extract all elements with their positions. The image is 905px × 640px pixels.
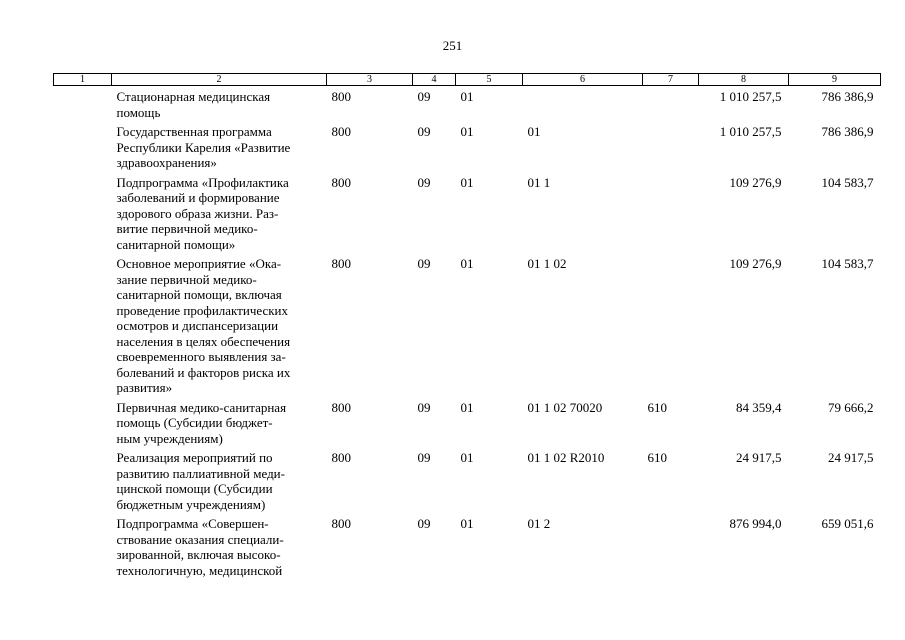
- cell-col-1: [54, 121, 112, 172]
- cell-col-1: [54, 447, 112, 513]
- cell-amount-2: 104 583,7: [821, 174, 874, 190]
- table-row: [54, 86, 881, 122]
- column-header-6: 6: [523, 74, 643, 86]
- cell-item-name: [112, 397, 327, 448]
- item-name-line: бюджетным учреждениям): [116, 496, 266, 512]
- cell-amount-1: 109 276,9: [729, 174, 782, 190]
- cell-amount-2: 786 386,9: [821, 124, 874, 139]
- cell-ministry-code: 800: [331, 89, 351, 104]
- cell-ministry-code: 800: [331, 450, 351, 465]
- item-name-line: помощь: [116, 104, 161, 120]
- cell-ministry-code: 800: [331, 516, 351, 531]
- cell-item-name: [112, 121, 327, 172]
- cell-amount-1: 1 010 257,5: [719, 124, 782, 139]
- cell-col-1: [54, 172, 112, 254]
- cell-amount-2: 786 386,9: [821, 89, 874, 104]
- item-name-line: развитию паллиативной меди-: [116, 465, 285, 481]
- cell-ministry-code: 800: [331, 399, 351, 415]
- cell-subsection: 01: [460, 450, 474, 465]
- item-name-line: Государственная программа: [116, 124, 272, 139]
- cell-ministry-code: 800: [331, 124, 351, 139]
- item-name-line: заболеваний и формирование: [116, 190, 280, 205]
- budget-table: [53, 73, 881, 579]
- item-name-line: помощь (Субсидии бюджет-: [116, 415, 273, 430]
- cell-item-name: [112, 86, 327, 122]
- cell-target-article: 01 1: [527, 174, 551, 190]
- cell-amount-1: 84 359,4: [736, 399, 782, 415]
- cell-section: 09: [417, 256, 431, 271]
- cell-amount-1: 109 276,9: [729, 256, 782, 271]
- cell-ministry-code: 800: [331, 174, 351, 190]
- cell-section: 09: [417, 174, 431, 190]
- item-name-line: развития»: [116, 380, 173, 395]
- cell-section: 09: [417, 450, 431, 465]
- item-name-line: здравоохранения»: [116, 155, 217, 170]
- cell-item-name: [112, 253, 327, 397]
- item-name-line: болеваний и факторов риска их: [116, 364, 291, 380]
- table-row: [54, 513, 881, 579]
- cell-section: 09: [417, 89, 431, 104]
- cell-target-article: 01 2: [527, 516, 551, 531]
- item-name-line: технологичную, медицинской: [116, 562, 283, 578]
- column-header-8: 8: [699, 74, 789, 86]
- cell-section: 09: [417, 516, 431, 531]
- cell-subsection: 01: [460, 256, 474, 271]
- table-row: [54, 172, 881, 254]
- item-name-line: своевременного выявления за-: [116, 349, 286, 364]
- cell-amount-1: 24 917,5: [736, 450, 782, 465]
- cell-col-1: [54, 513, 112, 579]
- item-name-line: здорового образа жизни. Раз-: [116, 205, 279, 221]
- cell-item-name: [112, 513, 327, 579]
- cell-expense-type: 610: [647, 399, 667, 415]
- column-number-header-row: [54, 74, 881, 86]
- item-name-line: Основное мероприятие «Ока-: [116, 256, 282, 271]
- cell-expense-type: 610: [647, 450, 667, 465]
- item-name-line: ствование оказания специали-: [116, 531, 284, 547]
- item-name-line: Республики Карелия «Развитие: [116, 139, 291, 155]
- column-header-9: 9: [789, 74, 881, 86]
- item-name-line: витие первичной медико-: [116, 221, 258, 236]
- item-name-line: населения в целях обеспечения: [116, 333, 291, 349]
- cell-col-1: [54, 397, 112, 448]
- table-row: [54, 253, 881, 397]
- cell-expense-type: [643, 253, 699, 397]
- column-header-7: 7: [643, 74, 699, 86]
- cell-col-1: [54, 86, 112, 122]
- cell-item-name: [112, 447, 327, 513]
- table-row: [54, 121, 881, 172]
- item-name-line: Первичная медико-санитарная: [116, 399, 287, 415]
- item-name-line: проведение профилактических: [116, 302, 288, 318]
- item-name-line: цинской помощи (Субсидии: [116, 481, 273, 496]
- item-name-line: ным учреждениям): [116, 430, 223, 446]
- column-header-5: 5: [456, 74, 523, 86]
- cell-target-article: 01: [527, 124, 541, 139]
- cell-target-article: 01 1 02 70020: [527, 399, 603, 415]
- cell-item-name: [112, 172, 327, 254]
- cell-amount-2: 659 051,6: [821, 516, 874, 531]
- item-name-line: зание первичной медико-: [116, 271, 257, 287]
- cell-expense-type: [643, 86, 699, 122]
- cell-subsection: 01: [460, 399, 474, 415]
- column-header-2: 2: [112, 74, 327, 86]
- cell-target-article: 01 1 02: [527, 256, 567, 271]
- cell-amount-1: 876 994,0: [729, 516, 782, 531]
- column-header-1: 1: [54, 74, 112, 86]
- column-header-3: 3: [327, 74, 413, 86]
- cell-expense-type: [643, 121, 699, 172]
- cell-ministry-code: 800: [331, 256, 351, 271]
- cell-col-1: [54, 253, 112, 397]
- item-name-line: Подпрограмма «Профилактика: [116, 174, 289, 190]
- item-name-line: санитарной помощи, включая: [116, 287, 282, 302]
- item-name-line: Стационарная медицинская: [116, 89, 271, 104]
- cell-amount-2: 79 666,2: [828, 399, 874, 415]
- cell-amount-1: 1 010 257,5: [719, 89, 782, 104]
- cell-target-article: [523, 86, 643, 122]
- item-name-line: Подпрограмма «Совершен-: [116, 516, 269, 531]
- cell-section: 09: [417, 124, 431, 139]
- page-number: 251: [442, 38, 463, 53]
- cell-amount-2: 104 583,7: [821, 256, 874, 271]
- cell-expense-type: [643, 513, 699, 579]
- cell-subsection: 01: [460, 89, 474, 104]
- table-row: [54, 397, 881, 448]
- cell-target-article: 01 1 02 R2010: [527, 450, 605, 465]
- table-row: [54, 447, 881, 513]
- cell-amount-2: 24 917,5: [828, 450, 874, 465]
- item-name-line: санитарной помощи»: [116, 236, 236, 252]
- cell-expense-type: [643, 172, 699, 254]
- item-name-line: осмотров и диспансеризации: [116, 318, 279, 333]
- column-header-4: 4: [413, 74, 456, 86]
- cell-subsection: 01: [460, 124, 474, 139]
- table-body: [54, 86, 881, 580]
- cell-subsection: 01: [460, 174, 474, 190]
- item-name-line: зированной, включая высоко-: [116, 547, 281, 562]
- item-name-line: Реализация мероприятий по: [116, 450, 273, 465]
- cell-section: 09: [417, 399, 431, 415]
- cell-subsection: 01: [460, 516, 474, 531]
